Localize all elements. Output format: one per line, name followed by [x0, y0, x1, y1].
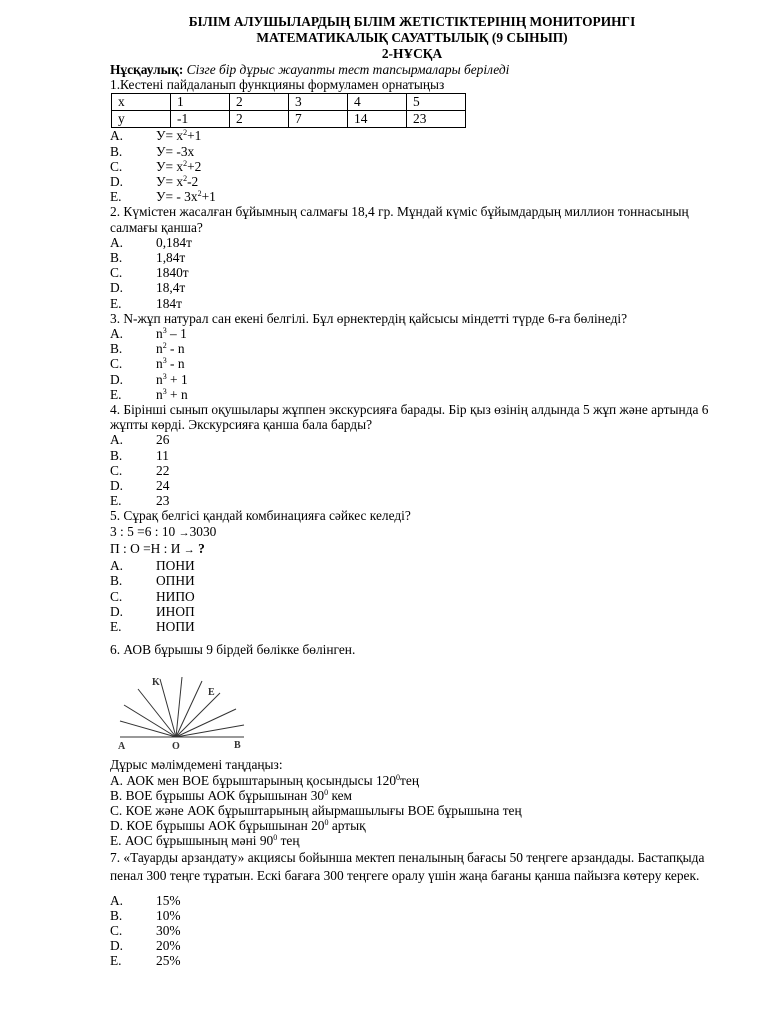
- answer-option[interactable]: [110, 589, 710, 604]
- option-text: $n^3 - 1$: [156, 326, 187, 342]
- option-letter: D.: [110, 371, 124, 387]
- answer-option[interactable]: [110, 128, 710, 143]
- option-text: 15%: [156, 892, 181, 908]
- option-text: $У= - 3x^2+1$: [156, 189, 216, 205]
- option-letter: C.: [110, 462, 123, 478]
- header-title-line1: БІЛІМ АЛУШЫЛАРДЫҢ БІЛІМ ЖЕТІСТІКТЕРІНІҢ МОНИТОРИНГІ: [188, 14, 636, 29]
- option-letter: A.: [110, 892, 124, 908]
- option-text: 23: [156, 493, 170, 509]
- table-cell: 5: [407, 94, 466, 111]
- option-letter: A.: [110, 234, 124, 250]
- option-text: 18,4т: [156, 280, 186, 296]
- question-7-text: 7. «Тауарды арзандату» акциясы бойынша мектеп пеналының бағасы 50 теңгеге арзандады. Бастапқыда пенал 300 теңге тұратын. Ескі бағаға 300 теңгеге оралу үшін жаңа бағаны қанша пайызға көтеру керек.: [110, 849, 705, 883]
- option-letter: A.: [110, 558, 124, 574]
- instruction-text: Сізге бір дұрыс жауапты тест тапсырмалары беріледі: [186, 62, 510, 77]
- question-6-text: 6. АОВ бұрышы 9 бірдей бөлікке бөлінген.: [110, 642, 356, 658]
- table-cell: 14: [348, 111, 407, 128]
- option-text: $У= x^2+2$: [156, 158, 202, 174]
- answer-option[interactable]: A. АОК мен ВОЕ бұрыштарының қосындысы $120^0тең$: [110, 772, 420, 788]
- ray: [120, 721, 176, 737]
- option-text: 1,84т: [156, 250, 186, 266]
- option-text: У= -3x: [156, 143, 195, 159]
- table-cell: 1: [171, 94, 230, 111]
- option-text: $У= x^2+1$: [156, 128, 202, 144]
- option-text: 26: [156, 432, 170, 448]
- option-letter: D.: [110, 174, 124, 190]
- option-text: ИНОП: [156, 603, 195, 619]
- option-letter: B.: [110, 250, 123, 266]
- answer-option[interactable]: [110, 448, 710, 463]
- header-variant: 2-НҰСҚА: [381, 46, 443, 61]
- table-cell: 2: [230, 111, 289, 128]
- option-letter: B.: [110, 907, 123, 923]
- answer-option[interactable]: [110, 387, 710, 402]
- option-text: ОПНИ: [156, 573, 195, 589]
- answer-option[interactable]: [110, 493, 710, 508]
- function-table: [111, 93, 466, 128]
- answer-option[interactable]: [110, 908, 710, 923]
- question-5-text: 5. Сұрақ белгісі қандай комбинацияға сәйкес келеді?: [110, 508, 411, 524]
- option-text: 11: [156, 447, 169, 463]
- answer-option[interactable]: [110, 144, 710, 159]
- option-letter: C.: [110, 158, 123, 174]
- question-3-text: 3. N-жұп натурал сан екені белгілі. Бұл өрнектердің қайсысы міндетті түрде 6-ға бөлінеді?: [110, 310, 628, 326]
- answer-option[interactable]: [110, 159, 710, 174]
- header-title-line2: МАТЕМАТИКАЛЫҚ САУАТТЫЛЫҚ (9 СЫНЫП): [256, 30, 568, 45]
- arrow-icon: →: [178, 526, 190, 539]
- question-1-text: 1.Кестені пайдаланып функцияны формуламен орнатыңыз: [110, 77, 445, 93]
- answer-option[interactable]: E. АОС бұрышының мәні $90^0$ тең: [110, 833, 300, 849]
- option-text: $У= x^2-2$: [156, 174, 199, 190]
- answer-option[interactable]: [110, 478, 710, 493]
- option-letter: D.: [110, 938, 124, 954]
- answer-option[interactable]: [110, 326, 710, 341]
- answer-option[interactable]: [110, 235, 710, 250]
- question-4-text: 4. Бірінші сынып оқушылары жұппен экскурсияға барады. Бір қыз өзінің алдында 5 жұп және артында 6 жұпты көрді. Экскурсияға қанша бала барды?: [110, 402, 709, 433]
- option-text: 10%: [156, 907, 181, 923]
- answer-option[interactable]: [110, 463, 710, 478]
- ray: [176, 681, 202, 737]
- angle-figure: [116, 673, 710, 751]
- answer-option[interactable]: D. КОЕ бұрышы АОК бұрышынан $20^0$ артық: [110, 818, 366, 834]
- table-cell: 2: [230, 94, 289, 111]
- option-text: $n^2$ - n: [156, 341, 185, 357]
- question-4: [110, 402, 710, 508]
- option-letter: E.: [110, 189, 122, 205]
- option-text: НИПО: [156, 588, 195, 604]
- answer-option[interactable]: [110, 372, 710, 387]
- table-cell: -1: [171, 111, 230, 128]
- answer-option[interactable]: B. ВОЕ бұрышы АОК бұрышынан $30^0$ кем: [110, 787, 353, 803]
- option-text: 0,184т: [156, 234, 192, 250]
- angle-rays: [120, 677, 244, 737]
- label-b: B: [234, 740, 241, 752]
- option-letter: E.: [110, 618, 122, 634]
- option-text: ПОНИ: [156, 558, 195, 574]
- table-row-x: [112, 94, 466, 111]
- answer-option[interactable]: [110, 893, 710, 908]
- option-letter: C.: [110, 922, 123, 938]
- question-6-prompt: Дұрыс мәлімдемені таңдаңыз:: [110, 757, 283, 773]
- table-cell: x: [112, 94, 171, 111]
- option-letter: A.: [110, 326, 124, 342]
- answer-option[interactable]: [110, 341, 710, 356]
- answer-option[interactable]: [110, 296, 710, 311]
- option-text: 184т: [156, 295, 182, 311]
- answer-option[interactable]: [110, 280, 710, 295]
- option-letter: B.: [110, 573, 123, 589]
- option-letter: C.: [110, 588, 123, 604]
- option-letter: B.: [110, 447, 123, 463]
- option-letter: E.: [110, 386, 122, 402]
- option-letter: A.: [110, 128, 124, 144]
- question-6: [110, 642, 710, 848]
- option-text: 24: [156, 478, 170, 494]
- option-letter: C.: [110, 265, 123, 281]
- ray: [138, 689, 176, 737]
- arrow-icon: →: [183, 543, 195, 556]
- answer-option[interactable]: [110, 573, 710, 588]
- answer-option[interactable]: [110, 938, 710, 953]
- option-text: 30%: [156, 922, 181, 938]
- question-2-text: 2. Күмістен жасалған бұйымның салмағы 18,4 гр. Мұндай күміс бұйымдардың миллион тоннасының салмағы қанша?: [110, 204, 689, 235]
- instruction-label: Нұсқаулық:: [110, 62, 184, 77]
- ray: [176, 709, 236, 737]
- answer-option[interactable]: C. КОЕ және АОК бұрыштарының айырмашылығы ВОЕ бұрышына тең: [110, 802, 522, 818]
- instruction: [110, 62, 710, 77]
- table-cell: 7: [289, 111, 348, 128]
- document-header: [162, 14, 662, 62]
- angle-diagram: [116, 673, 256, 751]
- option-letter: A.: [110, 432, 124, 448]
- question-5-pattern: П : О =Н : И → ?: [110, 540, 205, 556]
- answer-option[interactable]: [110, 432, 710, 447]
- option-letter: E.: [110, 493, 122, 509]
- option-letter: B.: [110, 341, 123, 357]
- table-row-y: [112, 111, 466, 128]
- option-text: 22: [156, 462, 170, 478]
- question-5: [110, 508, 710, 634]
- option-letter: D.: [110, 280, 124, 296]
- question-5-example: 3 : 5 =6 : 10 →3030: [110, 523, 217, 539]
- option-letter: C.: [110, 356, 123, 372]
- option-text: $n^3$ - n: [156, 356, 185, 372]
- answer-option[interactable]: [110, 189, 710, 204]
- label-o: O: [172, 741, 180, 752]
- question-7: [110, 849, 710, 969]
- question-2: [110, 204, 710, 310]
- option-text: НОПИ: [156, 618, 195, 634]
- answer-option[interactable]: [110, 619, 710, 634]
- option-letter: D.: [110, 603, 124, 619]
- option-letter: B.: [110, 143, 123, 159]
- option-text: 20%: [156, 938, 181, 954]
- label-k: K: [152, 677, 160, 689]
- table-cell: y: [112, 111, 171, 128]
- option-letter: D.: [110, 478, 124, 494]
- table-cell: 3: [289, 94, 348, 111]
- label-e: E: [208, 687, 215, 699]
- option-text: $n^3 + n$: [156, 386, 188, 402]
- answer-option[interactable]: [110, 923, 710, 938]
- option-letter: E.: [110, 295, 122, 311]
- option-text: 25%: [156, 953, 181, 969]
- question-1: [110, 77, 710, 204]
- label-a: A: [118, 741, 126, 752]
- answer-option[interactable]: [110, 174, 710, 189]
- table-cell: 23: [407, 111, 466, 128]
- answer-option[interactable]: [110, 558, 710, 573]
- answer-option[interactable]: [110, 265, 710, 280]
- answer-option[interactable]: [110, 250, 710, 265]
- option-letter: E.: [110, 953, 122, 969]
- option-text: 1840т: [156, 265, 189, 281]
- answer-option[interactable]: [110, 953, 710, 968]
- answer-option[interactable]: [110, 356, 710, 371]
- question-3: [110, 311, 710, 402]
- ray: [176, 677, 182, 737]
- table-cell: 4: [348, 94, 407, 111]
- document-page: [110, 14, 710, 969]
- answer-option[interactable]: [110, 604, 710, 619]
- option-text: $n^3 + 1$: [156, 371, 188, 387]
